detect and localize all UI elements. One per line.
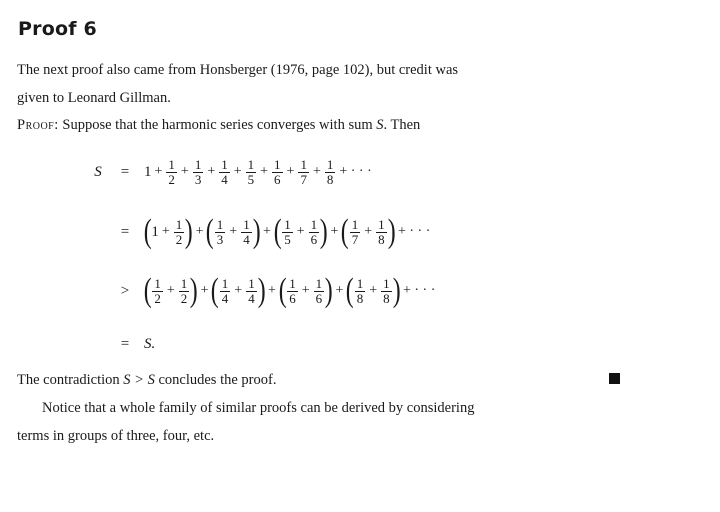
proof-text-end: . Then	[383, 117, 421, 133]
right-paren: )	[324, 272, 333, 309]
fraction	[152, 277, 163, 306]
plus-sign: +	[296, 224, 305, 239]
fraction-denominator: 2	[168, 171, 175, 187]
fraction-numerator: 1	[351, 216, 359, 232]
fraction-numerator: 1	[194, 156, 202, 172]
plus-sign: +	[195, 224, 204, 239]
fraction	[179, 277, 190, 306]
plus-sign: +	[301, 283, 310, 298]
proof-text: Suppose that the harmonic series converges with sum	[62, 117, 377, 133]
fraction-denominator: 7	[351, 231, 359, 247]
fraction-denominator: 4	[221, 171, 228, 187]
fraction-numerator: 1	[300, 156, 307, 172]
fraction-denominator: 4	[243, 231, 250, 247]
left-paren: (	[211, 272, 220, 309]
fraction-denominator: 6	[274, 171, 281, 187]
equation-rhs	[144, 212, 433, 252]
left-paren: (	[143, 272, 152, 309]
plus-sign: +	[330, 224, 339, 239]
fraction	[215, 218, 226, 247]
grouped-term	[211, 271, 265, 311]
equation-relation: =	[120, 163, 130, 180]
fraction-denominator: 8	[378, 231, 385, 247]
fraction	[376, 218, 387, 247]
fraction-numerator: 1	[289, 275, 296, 291]
grouped-term	[341, 212, 395, 252]
fraction-numerator: 1	[356, 275, 364, 291]
proof-variable: S	[376, 117, 384, 133]
equation-rhs	[144, 158, 375, 187]
equation-rhs	[144, 271, 438, 311]
conclusion-text: The contradiction	[17, 372, 124, 388]
term-lead: 1	[151, 223, 159, 240]
sum-lead: 1	[144, 163, 152, 180]
fraction	[246, 158, 257, 187]
plus-sign: +	[268, 283, 276, 298]
right-paren: )	[252, 213, 261, 250]
fraction	[381, 277, 392, 306]
fraction	[166, 158, 177, 187]
equation-relation: =	[120, 335, 130, 352]
fraction-denominator: 6	[310, 231, 318, 247]
equation-lhs: S	[94, 163, 102, 180]
fraction-denominator: 3	[216, 231, 224, 247]
conclusion-math: S > S	[123, 372, 155, 388]
fraction	[314, 277, 325, 306]
fraction	[272, 158, 283, 187]
fraction-numerator: 1	[221, 156, 228, 172]
equation-relation: =	[120, 223, 130, 240]
left-paren: (	[273, 213, 282, 250]
equation-row	[0, 206, 720, 258]
plus-sign: +	[166, 283, 175, 298]
fraction-numerator: 1	[284, 216, 291, 232]
fraction-numerator: 1	[310, 216, 318, 232]
intro-line-2: given to Leonard Gillman.	[17, 90, 171, 106]
fraction-numerator: 1	[326, 156, 334, 172]
right-paren: )	[319, 213, 328, 250]
fraction-denominator: 2	[180, 290, 188, 306]
equation-result: S.	[144, 335, 156, 352]
plus-sign: +	[234, 283, 243, 298]
fraction-numerator: 1	[216, 216, 224, 232]
left-paren: (	[278, 272, 287, 309]
fraction-numerator: 1	[168, 156, 175, 172]
fraction-denominator: 8	[383, 290, 390, 306]
plus-sign: +	[207, 164, 216, 179]
ellipsis: + · · ·	[397, 224, 431, 239]
left-paren: (	[143, 213, 152, 250]
intro-line-1: The next proof also came from Honsberger (1976, page 102), but credit was	[17, 62, 459, 78]
fraction-denominator: 2	[175, 231, 183, 247]
fraction	[309, 218, 320, 247]
conclusion-text-end: concludes the proof.	[154, 372, 277, 388]
equation-row	[0, 265, 720, 317]
notice-line-1: Notice that a whole family of similar proofs can be derived by considering	[42, 400, 475, 416]
grouped-term	[206, 212, 260, 252]
fraction-numerator: 1	[175, 216, 183, 232]
plus-sign: +	[200, 283, 209, 298]
fraction-denominator: 2	[154, 290, 161, 306]
fraction-numerator: 1	[315, 275, 323, 291]
plus-sign: +	[233, 164, 242, 179]
right-paren: )	[189, 272, 198, 309]
right-paren: )	[184, 213, 193, 250]
fraction	[174, 218, 185, 247]
fraction-numerator: 1	[378, 216, 385, 232]
plus-sign: +	[180, 164, 189, 179]
fraction	[350, 218, 361, 247]
fraction-numerator: 1	[221, 275, 229, 291]
fraction	[220, 277, 231, 306]
fraction	[219, 158, 230, 187]
equation-row	[0, 146, 720, 198]
plus-sign: +	[364, 224, 373, 239]
fraction-numerator: 1	[247, 156, 255, 172]
fraction-numerator: 1	[180, 275, 188, 291]
plus-sign: +	[161, 224, 170, 239]
fraction	[246, 277, 257, 306]
fraction-denominator: 8	[326, 171, 334, 187]
left-paren: (	[346, 272, 355, 309]
plus-sign: +	[229, 224, 238, 239]
fraction	[325, 158, 336, 187]
qed-square-icon	[609, 373, 620, 384]
fraction-numerator: 1	[154, 275, 161, 291]
fraction-denominator: 6	[289, 290, 296, 306]
grouped-term	[346, 271, 400, 311]
fraction-denominator: 5	[284, 231, 291, 247]
proof-statement	[17, 117, 420, 134]
right-paren: )	[257, 272, 266, 309]
equation-row	[0, 318, 720, 370]
fraction-denominator: 7	[300, 171, 307, 187]
plus-sign: +	[312, 164, 321, 179]
equation-relation: >	[120, 282, 130, 299]
grouped-term	[279, 271, 333, 311]
fraction	[287, 277, 298, 306]
plus-sign: +	[335, 283, 344, 298]
plus-sign: +	[286, 164, 295, 179]
fraction-numerator: 1	[248, 275, 255, 291]
fraction-numerator: 1	[383, 275, 390, 291]
conclusion-line	[17, 372, 276, 389]
fraction	[355, 277, 366, 306]
section-heading: Proof 6	[18, 18, 97, 40]
fraction-numerator: 1	[243, 216, 250, 232]
fraction-numerator: 1	[274, 156, 281, 172]
plus-sign: +	[260, 164, 269, 179]
left-paren: (	[206, 213, 215, 250]
fraction	[298, 158, 309, 187]
fraction-denominator: 4	[248, 290, 255, 306]
plus-sign: +	[263, 224, 271, 239]
notice-line-2: terms in groups of three, four, etc.	[17, 428, 215, 444]
plus-sign: +	[154, 164, 163, 179]
grouped-term	[274, 212, 328, 252]
fraction-denominator: 5	[247, 171, 255, 187]
fraction-denominator: 6	[315, 290, 323, 306]
left-paren: (	[341, 213, 350, 250]
fraction-denominator: 4	[221, 290, 229, 306]
plus-sign: +	[369, 283, 378, 298]
grouped-term	[144, 271, 198, 311]
ellipsis: + · · ·	[402, 283, 436, 298]
fraction-denominator: 3	[194, 171, 202, 187]
fraction	[193, 158, 204, 187]
equation-rhs	[144, 336, 155, 353]
proof-label: Proof:	[17, 117, 59, 133]
fraction	[241, 218, 252, 247]
fraction	[282, 218, 293, 247]
grouped-term	[144, 212, 193, 252]
fraction-denominator: 8	[356, 290, 364, 306]
right-paren: )	[387, 213, 396, 250]
right-paren: )	[392, 272, 401, 309]
ellipsis: + · · ·	[339, 164, 372, 179]
